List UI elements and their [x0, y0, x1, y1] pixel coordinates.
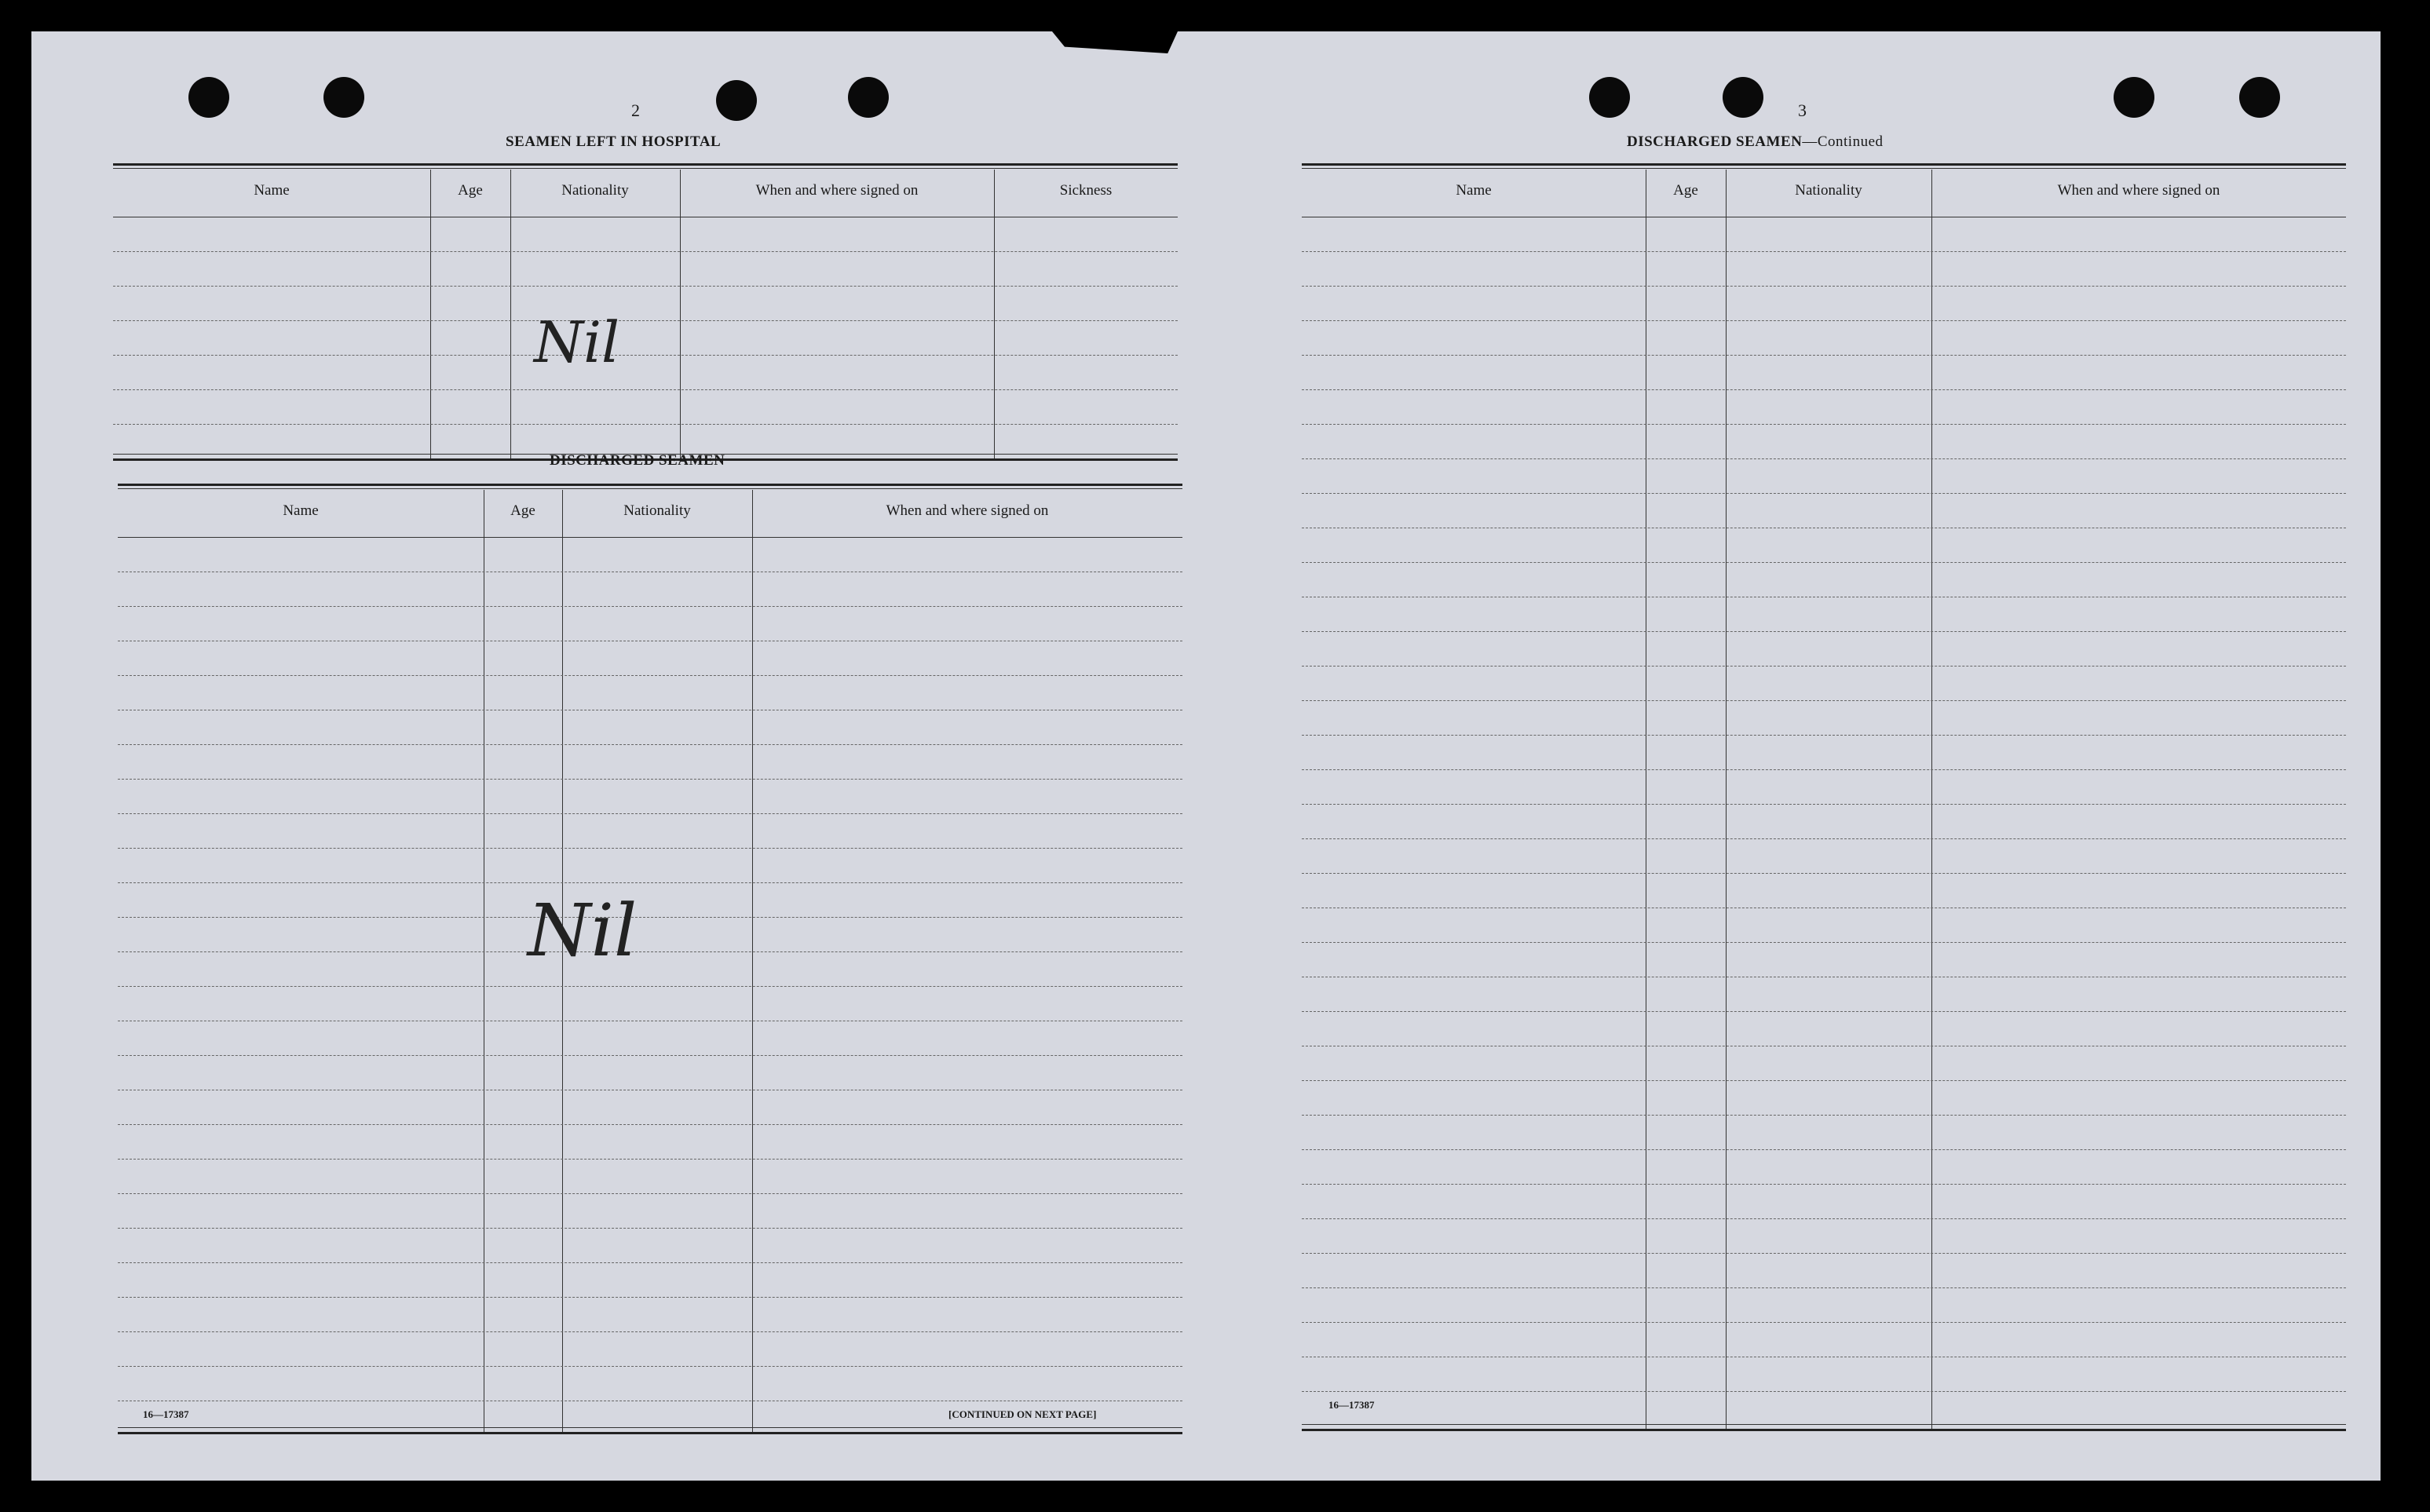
column-header: Name — [1456, 182, 1492, 199]
continued-note: [CONTINUED ON NEXT PAGE] — [948, 1408, 1097, 1420]
hospital-section-title: SEAMEN LEFT IN HOSPITAL — [506, 133, 722, 150]
title-suffix: —Continued — [1802, 133, 1884, 150]
ledger-sheet — [31, 31, 2381, 1481]
punch-hole-icon — [1723, 77, 1763, 118]
punch-hole-icon — [848, 77, 889, 118]
punch-hole-icon — [188, 77, 229, 118]
column-header: Name — [254, 182, 290, 199]
column-header: Sickness — [1059, 182, 1113, 199]
title-bold: DISCHARGED SEAMEN — [1627, 133, 1803, 150]
form-number-left: 16—17387 — [143, 1408, 189, 1420]
page-number-left: 2 — [631, 100, 640, 120]
punch-hole-icon — [1589, 77, 1630, 118]
column-header: When and where signed on — [755, 182, 919, 199]
column-header: Name — [283, 502, 319, 519]
column-header: Age — [1673, 182, 1698, 199]
punch-hole-icon — [2114, 77, 2154, 118]
handwritten-nil-hospital: Nil — [534, 309, 620, 375]
discharged-continued-table — [1302, 163, 2346, 1433]
torn-notch — [1052, 31, 1178, 53]
column-header: When and where signed on — [2057, 182, 2220, 199]
punch-hole-icon — [716, 80, 757, 121]
column-header: When and where signed on — [886, 502, 1049, 519]
punch-hole-icon — [323, 77, 364, 118]
column-header: Nationality — [561, 182, 629, 199]
column-header: Age — [510, 502, 535, 519]
column-header: Nationality — [623, 502, 691, 519]
discharged-continued-title — [1627, 133, 1884, 151]
form-number-right: 16—17387 — [1328, 1399, 1375, 1411]
page-number-right: 3 — [1798, 100, 1807, 120]
discharged-section-title: DISCHARGED SEAMEN — [550, 452, 725, 469]
column-header: Age — [458, 182, 483, 199]
hospital-table — [113, 163, 1178, 462]
column-header: Nationality — [1795, 182, 1862, 199]
handwritten-nil-discharged: Nil — [528, 889, 638, 973]
punch-hole-icon — [2239, 77, 2280, 118]
